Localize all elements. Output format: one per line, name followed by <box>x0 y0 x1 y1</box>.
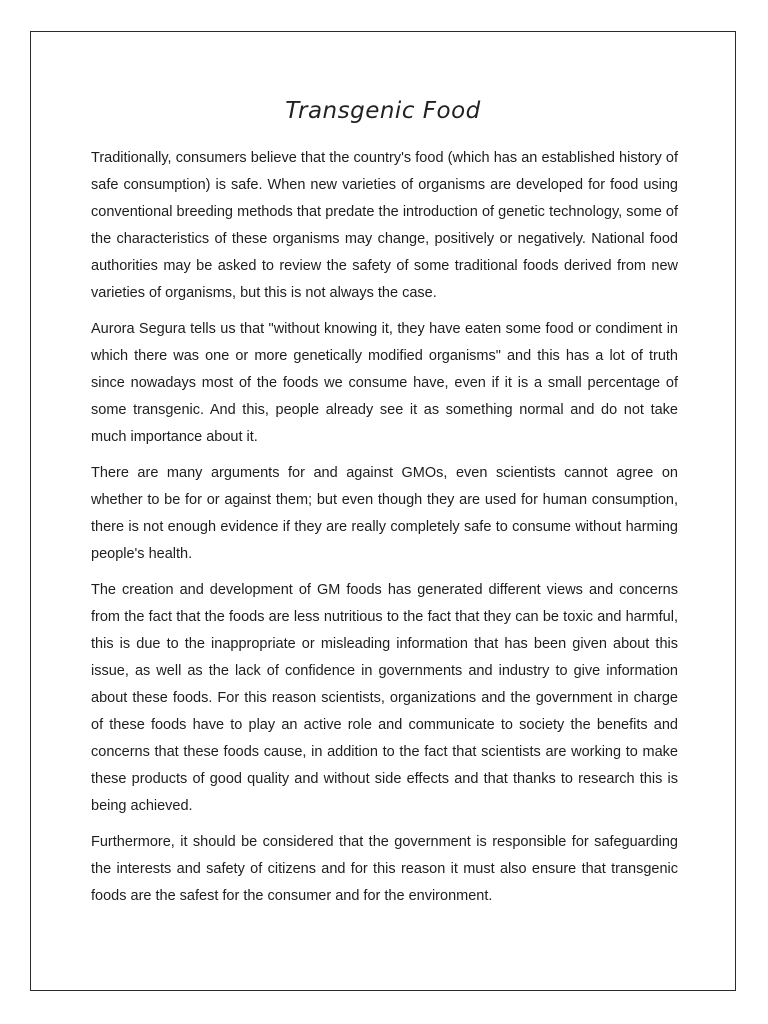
paragraph-5: Furthermore, it should be considered that the government is responsible for safeguarding the interests and safety of citizens and for this reason it must also ensure that transgenic foods are the safest for the consumer and for the environment. <box>91 834 678 904</box>
paragraph-1: Traditionally, consumers believe that the country's food (which has an established history of safe consumption) is safe. When new varieties of organisms are developed for food using conventional breeding methods that predate the introduction of genetic technology, some of the characteristics of these organisms may change, positively or negatively. National food authorities may be asked to review the safety of some traditional foods derived from new varieties of organisms, but this is not always the case. <box>91 150 678 301</box>
paragraph-2: Aurora Segura tells us that "without knowing it, they have eaten some food or condiment in which there was one or more genetically modified organisms" and this has a lot of truth since nowadays most of the foods we consume have, even if it is a small percentage of some transgenic. And this, people already see it as something normal and do not take much importance about it. <box>91 321 678 445</box>
document-page <box>30 31 736 991</box>
paragraph-3: There are many arguments for and against GMOs, even scientists cannot agree on whether to be for or against them; but even though they are used for human consumption, there is not enough evidence if they are really completely safe to consume without harming people's health. <box>91 465 678 562</box>
paragraph-4: The creation and development of GM foods has generated different views and concerns from the fact that the foods are less nutritious to the fact that they can be toxic and harmful, this is due to the inappropriate or misleading information that has been given about this issue, as well as the lack of confidence in governments and industry to give information about these foods. For this reason scientists, organizations and the government in charge of these foods have to play an active role and communicate to society the benefits and concerns that these foods cause, in addition to the fact that scientists are working to make these products of good quality and without side effects and that thanks to research this is being achieved. <box>91 582 678 814</box>
document-title: Transgenic Food <box>285 98 481 124</box>
document-body <box>91 145 678 919</box>
